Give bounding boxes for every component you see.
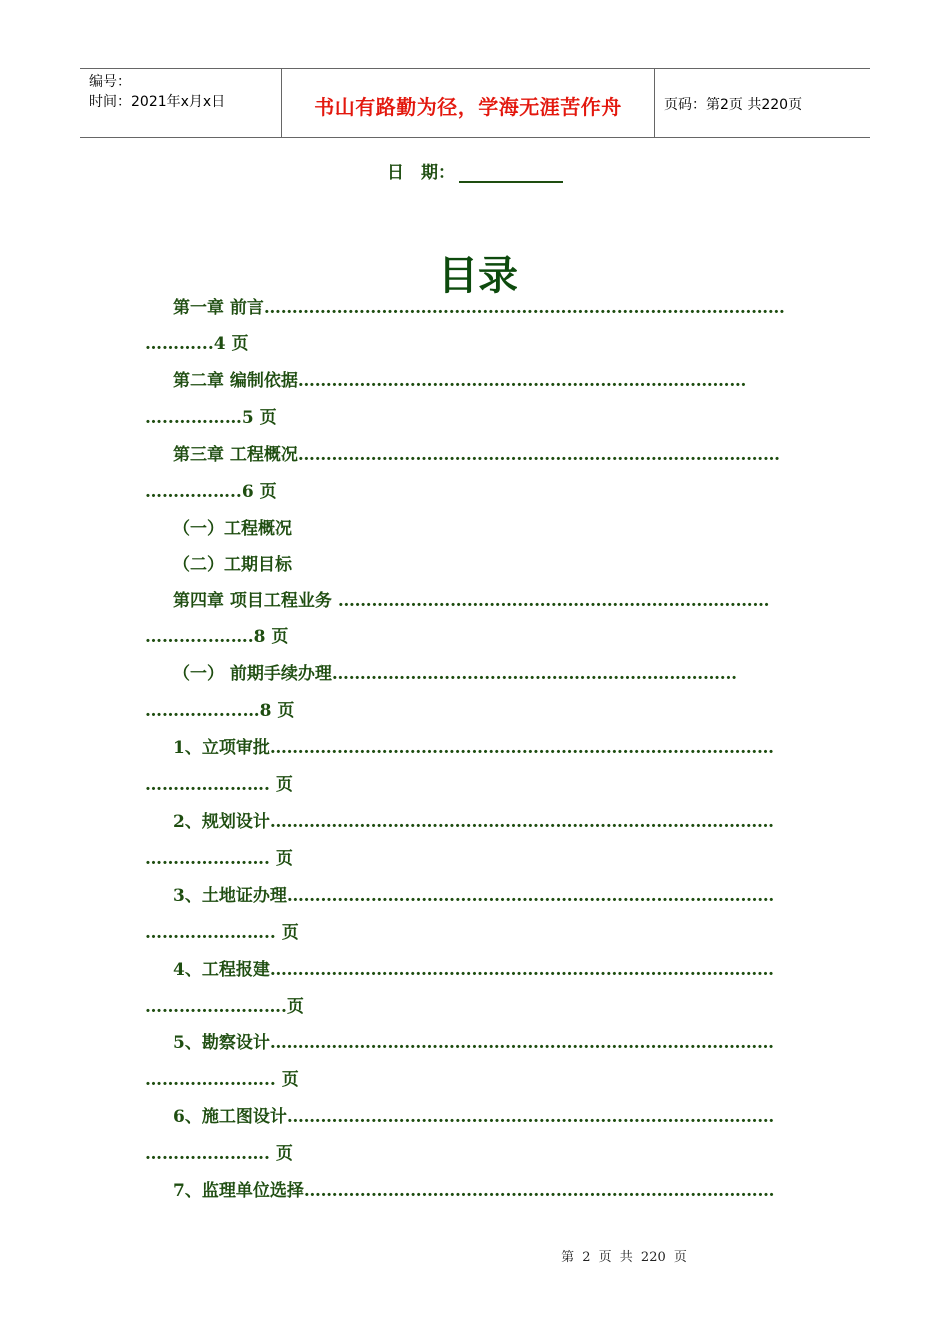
toc-entry-i2[interactable] — [173, 811, 774, 833]
toc-leader: ………………………………………………………………………… — [303, 1181, 775, 1201]
toc-entry-ch3[interactable] — [173, 444, 780, 466]
toc-entry-ch2-page: …..…………5 页 — [145, 408, 277, 428]
toc-leader: ……………..…………………………………………………… — [337, 591, 770, 611]
toc-entry-ch1[interactable] — [173, 297, 785, 319]
toc-entry-i6[interactable] — [173, 1106, 774, 1128]
toc-entry-i4[interactable] — [173, 959, 774, 981]
toc-label: 7、监理单位选择 — [173, 1181, 304, 1201]
toc-entry-ch2[interactable] — [173, 370, 746, 392]
toc-entry-s4-1-page: ………….....…8 页 — [145, 701, 295, 721]
toc-entry-i2-page: …………………. 页 — [145, 849, 293, 869]
number-label: 编号： — [89, 74, 131, 90]
toc-entry-i3-page: ………………….. 页 — [145, 923, 299, 943]
toc-entry-s4-1[interactable] — [173, 663, 737, 685]
toc-entry-s3-2[interactable]: （二）工期目标 — [173, 555, 292, 575]
toc-leader: ……….………...........…………………………………... — [331, 664, 737, 684]
toc-entry-ch4[interactable] — [173, 590, 769, 612]
toc-label: 第一章 前言 — [173, 298, 264, 318]
toc-leader: ……………………………………………………………………………… — [269, 738, 774, 758]
toc-entry-i1-page: …………………. 页 — [145, 775, 293, 795]
toc-label: 5、勘察设计 — [173, 1033, 270, 1053]
toc-label: 1、立项审批 — [173, 738, 270, 758]
toc-entry-ch3-page: ……………..6 页 — [145, 482, 277, 502]
toc-label: （一） 前期手续办理 — [173, 664, 332, 684]
toc-label: 第四章 项目工程业务 — [173, 591, 338, 611]
toc-leader: ………………………………………………..………………………… — [297, 445, 780, 465]
toc-entry-i3[interactable] — [173, 885, 774, 907]
toc-entry-i5[interactable] — [173, 1032, 774, 1054]
date-label: 日 期： — [387, 163, 455, 183]
page-info: 页码：第2页 共220页 — [664, 97, 803, 113]
toc-label: 第三章 工程概况 — [173, 445, 298, 465]
toc-label: 第二章 编制依据 — [173, 371, 298, 391]
toc-leader: …………………………………………………………………………… — [286, 886, 775, 906]
toc-entry-i1[interactable] — [173, 737, 774, 759]
toc-label: 4、工程报建 — [173, 960, 270, 980]
toc-label: 2、规划设计 — [173, 812, 270, 832]
toc-leader: ………………………………………………………………………………… — [263, 298, 785, 318]
toc-entry-ch1-page: ………...4 页 — [145, 334, 249, 354]
toc-leader: …………………………………………………..………………… — [297, 371, 747, 391]
toc-label: 3、土地证办理 — [173, 886, 287, 906]
time-label: 时间：2021年x月x日 — [89, 94, 226, 110]
page-title: 目录 — [438, 253, 518, 299]
toc-label: 6、施工图设计 — [173, 1107, 287, 1127]
toc-leader: ……………………………………………………………………………… — [269, 960, 774, 980]
toc-entry-i4-page: …………………….页 — [145, 997, 304, 1017]
toc-leader: ……………………………………………………………………………… — [269, 812, 774, 832]
toc-leader: …………………………………………………………………………… — [286, 1107, 775, 1127]
toc-leader: ……………………………………………………………………………… — [269, 1033, 774, 1053]
toc-entry-ch4-page: ………...…….8 页 — [145, 627, 289, 647]
toc-entry-i5-page: ………………….. 页 — [145, 1070, 299, 1090]
toc-entry-i7[interactable] — [173, 1180, 774, 1202]
toc-entry-i6-page: …………………. 页 — [145, 1144, 293, 1164]
motto-text: 书山有路勤为径，学海无涯苦作舟 — [314, 95, 622, 119]
toc-entry-s3-1[interactable]: （一）工程概况 — [173, 519, 292, 539]
page-footer: 第 2 页 共 220 页 — [561, 1250, 687, 1265]
